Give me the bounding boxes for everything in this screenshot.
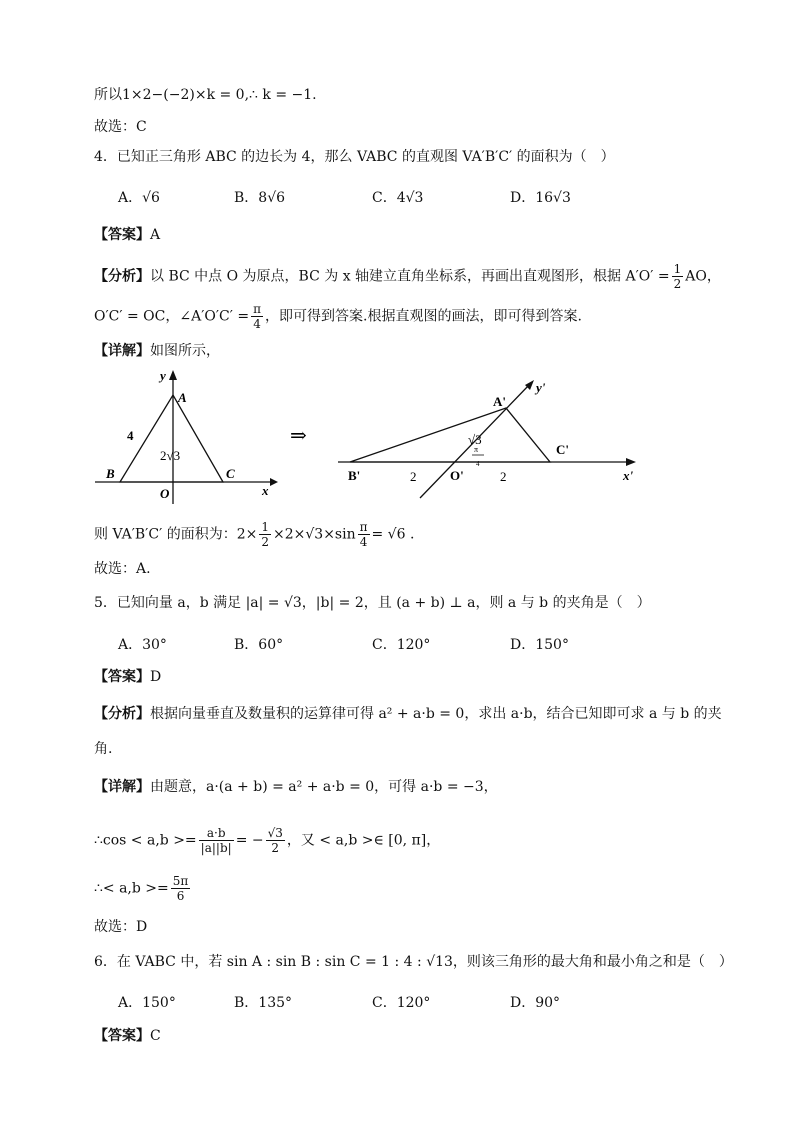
- x-prime-axis-arrow-icon: [626, 458, 636, 466]
- fraction: [266, 826, 285, 855]
- analysis-text: 以 BC 中点 O 为原点，BC 为 x 轴建立直角坐标系，再画出直观图形，根据 A′O′ =: [150, 268, 670, 285]
- detail-line-3: [94, 874, 192, 903]
- label-o-prime: O': [450, 468, 464, 483]
- detail-line: [94, 342, 220, 360]
- fraction-num: 5π: [172, 874, 189, 888]
- label-y: y: [160, 368, 166, 383]
- analysis-line-1: [94, 262, 721, 291]
- answer-value: A: [150, 227, 161, 243]
- option-b: B．8√6: [234, 190, 286, 206]
- answer-value: D: [150, 669, 162, 685]
- area-text: 则 VA′B′C′ 的面积为：2×: [94, 526, 258, 543]
- detail-tag: 【详解】: [94, 343, 150, 359]
- question-4: 4．已知正三角形 ABC 的边长为 4，那么 VABC 的直观图 VA′B′C′ 的面积为（ ）: [94, 149, 615, 165]
- area-line: [94, 520, 414, 549]
- area-text: = √6 .: [371, 526, 415, 543]
- intuitive-triangle: [350, 408, 550, 462]
- analysis-text: O′C′ = OC，∠A′O′C′ =: [94, 308, 250, 325]
- fraction-num: π: [253, 302, 262, 316]
- fraction-den: |a||b|: [200, 841, 232, 855]
- label-o: O: [160, 486, 170, 501]
- analysis-tag: 【分析】: [94, 268, 150, 285]
- detail-text: = −: [235, 832, 264, 849]
- label-a-prime: A': [493, 394, 506, 409]
- y-axis-arrow-icon: [169, 370, 177, 380]
- fraction: [171, 874, 191, 903]
- implies-arrow-icon: ⇒: [290, 425, 307, 447]
- analysis-tag: 【分析】: [94, 706, 150, 722]
- option-a: A．30°: [118, 637, 167, 653]
- option-a: A．√6: [118, 190, 160, 206]
- analysis-line-2: [94, 302, 582, 331]
- label-root3: √3: [468, 432, 482, 447]
- triangle-figure: [90, 364, 650, 514]
- label-a: A: [178, 390, 187, 405]
- answer-value: C: [150, 1028, 161, 1044]
- label-b-prime: B': [348, 468, 361, 483]
- answer-line: [94, 226, 160, 244]
- x-axis-arrow-icon: [270, 478, 278, 486]
- label-pi: π: [474, 445, 479, 454]
- analysis-text: 根据向量垂直及数量积的运算律可得 a² + a·b = 0，求出 a·b，结合已知即可求 a 与 b 的夹: [150, 706, 722, 722]
- detail-text: 如图所示，: [150, 343, 220, 359]
- choice-line: 故选：A.: [94, 561, 151, 577]
- label-two-right: 2: [500, 469, 507, 484]
- fraction-den: 4: [253, 317, 261, 331]
- fraction: [199, 826, 234, 855]
- option-c: C．120°: [372, 637, 431, 653]
- option-a: A．150°: [118, 995, 176, 1011]
- question-6: 6．在 VABC 中，若 sin A : sin B : sin C = 1 : 4 : √13，则该三角形的最大角和最小角之和是（ ）: [94, 954, 733, 970]
- analysis-line-2: 角.: [94, 741, 113, 757]
- label-x: x: [262, 483, 269, 498]
- label-side: 4: [127, 428, 134, 443]
- answer-line: [94, 1027, 161, 1045]
- label-c: C: [226, 466, 235, 481]
- analysis-text: ，即可得到答案.根据直观图的画法，即可得到答案.: [265, 308, 582, 325]
- question-5: 5．已知向量 a，b 满足 |a| = √3，|b| = 2，且 (a + b) ⊥ a，则 a 与 b 的夹角是（ ）: [94, 595, 651, 611]
- label-c-prime: C': [556, 442, 569, 457]
- fraction-den: 6: [176, 889, 185, 903]
- analysis-line-1: [94, 705, 722, 723]
- label-height: 2√3: [160, 448, 181, 463]
- fraction: [358, 520, 370, 549]
- answer-tag: 【答案】: [94, 669, 150, 685]
- answer-line: [94, 668, 161, 686]
- label-x-prime: x': [623, 468, 634, 483]
- choice-line: 故选：D: [94, 919, 148, 935]
- detail-tag: 【详解】: [94, 779, 150, 795]
- fraction: [251, 302, 263, 331]
- fraction-den: 2: [261, 535, 269, 549]
- option-b: B．60°: [234, 637, 284, 653]
- label-two-left: 2: [410, 469, 417, 484]
- detail-text: ，又 < a,b >∈ [0, π]，: [286, 832, 441, 849]
- fraction-den: 4: [359, 535, 368, 549]
- fraction: [672, 262, 684, 291]
- fraction: [259, 520, 271, 549]
- label-y-prime: y': [536, 380, 546, 395]
- fraction-num: 1: [261, 520, 269, 534]
- choice-line: 故选：C: [94, 119, 147, 135]
- detail-text: ∴< a,b >=: [94, 880, 169, 897]
- detail-line-2: [94, 826, 440, 855]
- answer-tag: 【答案】: [94, 1028, 150, 1044]
- fraction-num: a·b: [199, 826, 234, 841]
- answer-tag: 【答案】: [94, 227, 150, 243]
- option-d: D．90°: [510, 995, 561, 1011]
- option-d: D．150°: [510, 637, 569, 653]
- solution-line: 所以1×2−(−2)×k = 0,∴ k = −1.: [94, 87, 317, 103]
- label-four: 4: [476, 460, 480, 468]
- equilateral-triangle: [120, 395, 223, 482]
- analysis-text: AO，: [685, 268, 721, 285]
- option-c: C．4√3: [372, 190, 424, 206]
- detail-line: [94, 778, 498, 796]
- fraction-num: π: [359, 520, 368, 534]
- fraction-den: 2: [673, 277, 682, 291]
- fraction-num: 1: [673, 262, 682, 276]
- option-c: C．120°: [372, 995, 431, 1011]
- detail-text: ∴cos < a,b >=: [94, 832, 197, 849]
- option-d: D．16√3: [510, 190, 571, 206]
- option-b: B．135°: [234, 995, 293, 1011]
- fraction-num: √3: [267, 826, 283, 840]
- detail-text: 由题意，a·(a + b) = a² + a·b = 0，可得 a·b = −3，: [150, 779, 498, 795]
- label-b: B: [106, 466, 115, 481]
- area-text: ×2×√3×sin: [273, 526, 356, 543]
- fraction-den: 2: [271, 841, 280, 855]
